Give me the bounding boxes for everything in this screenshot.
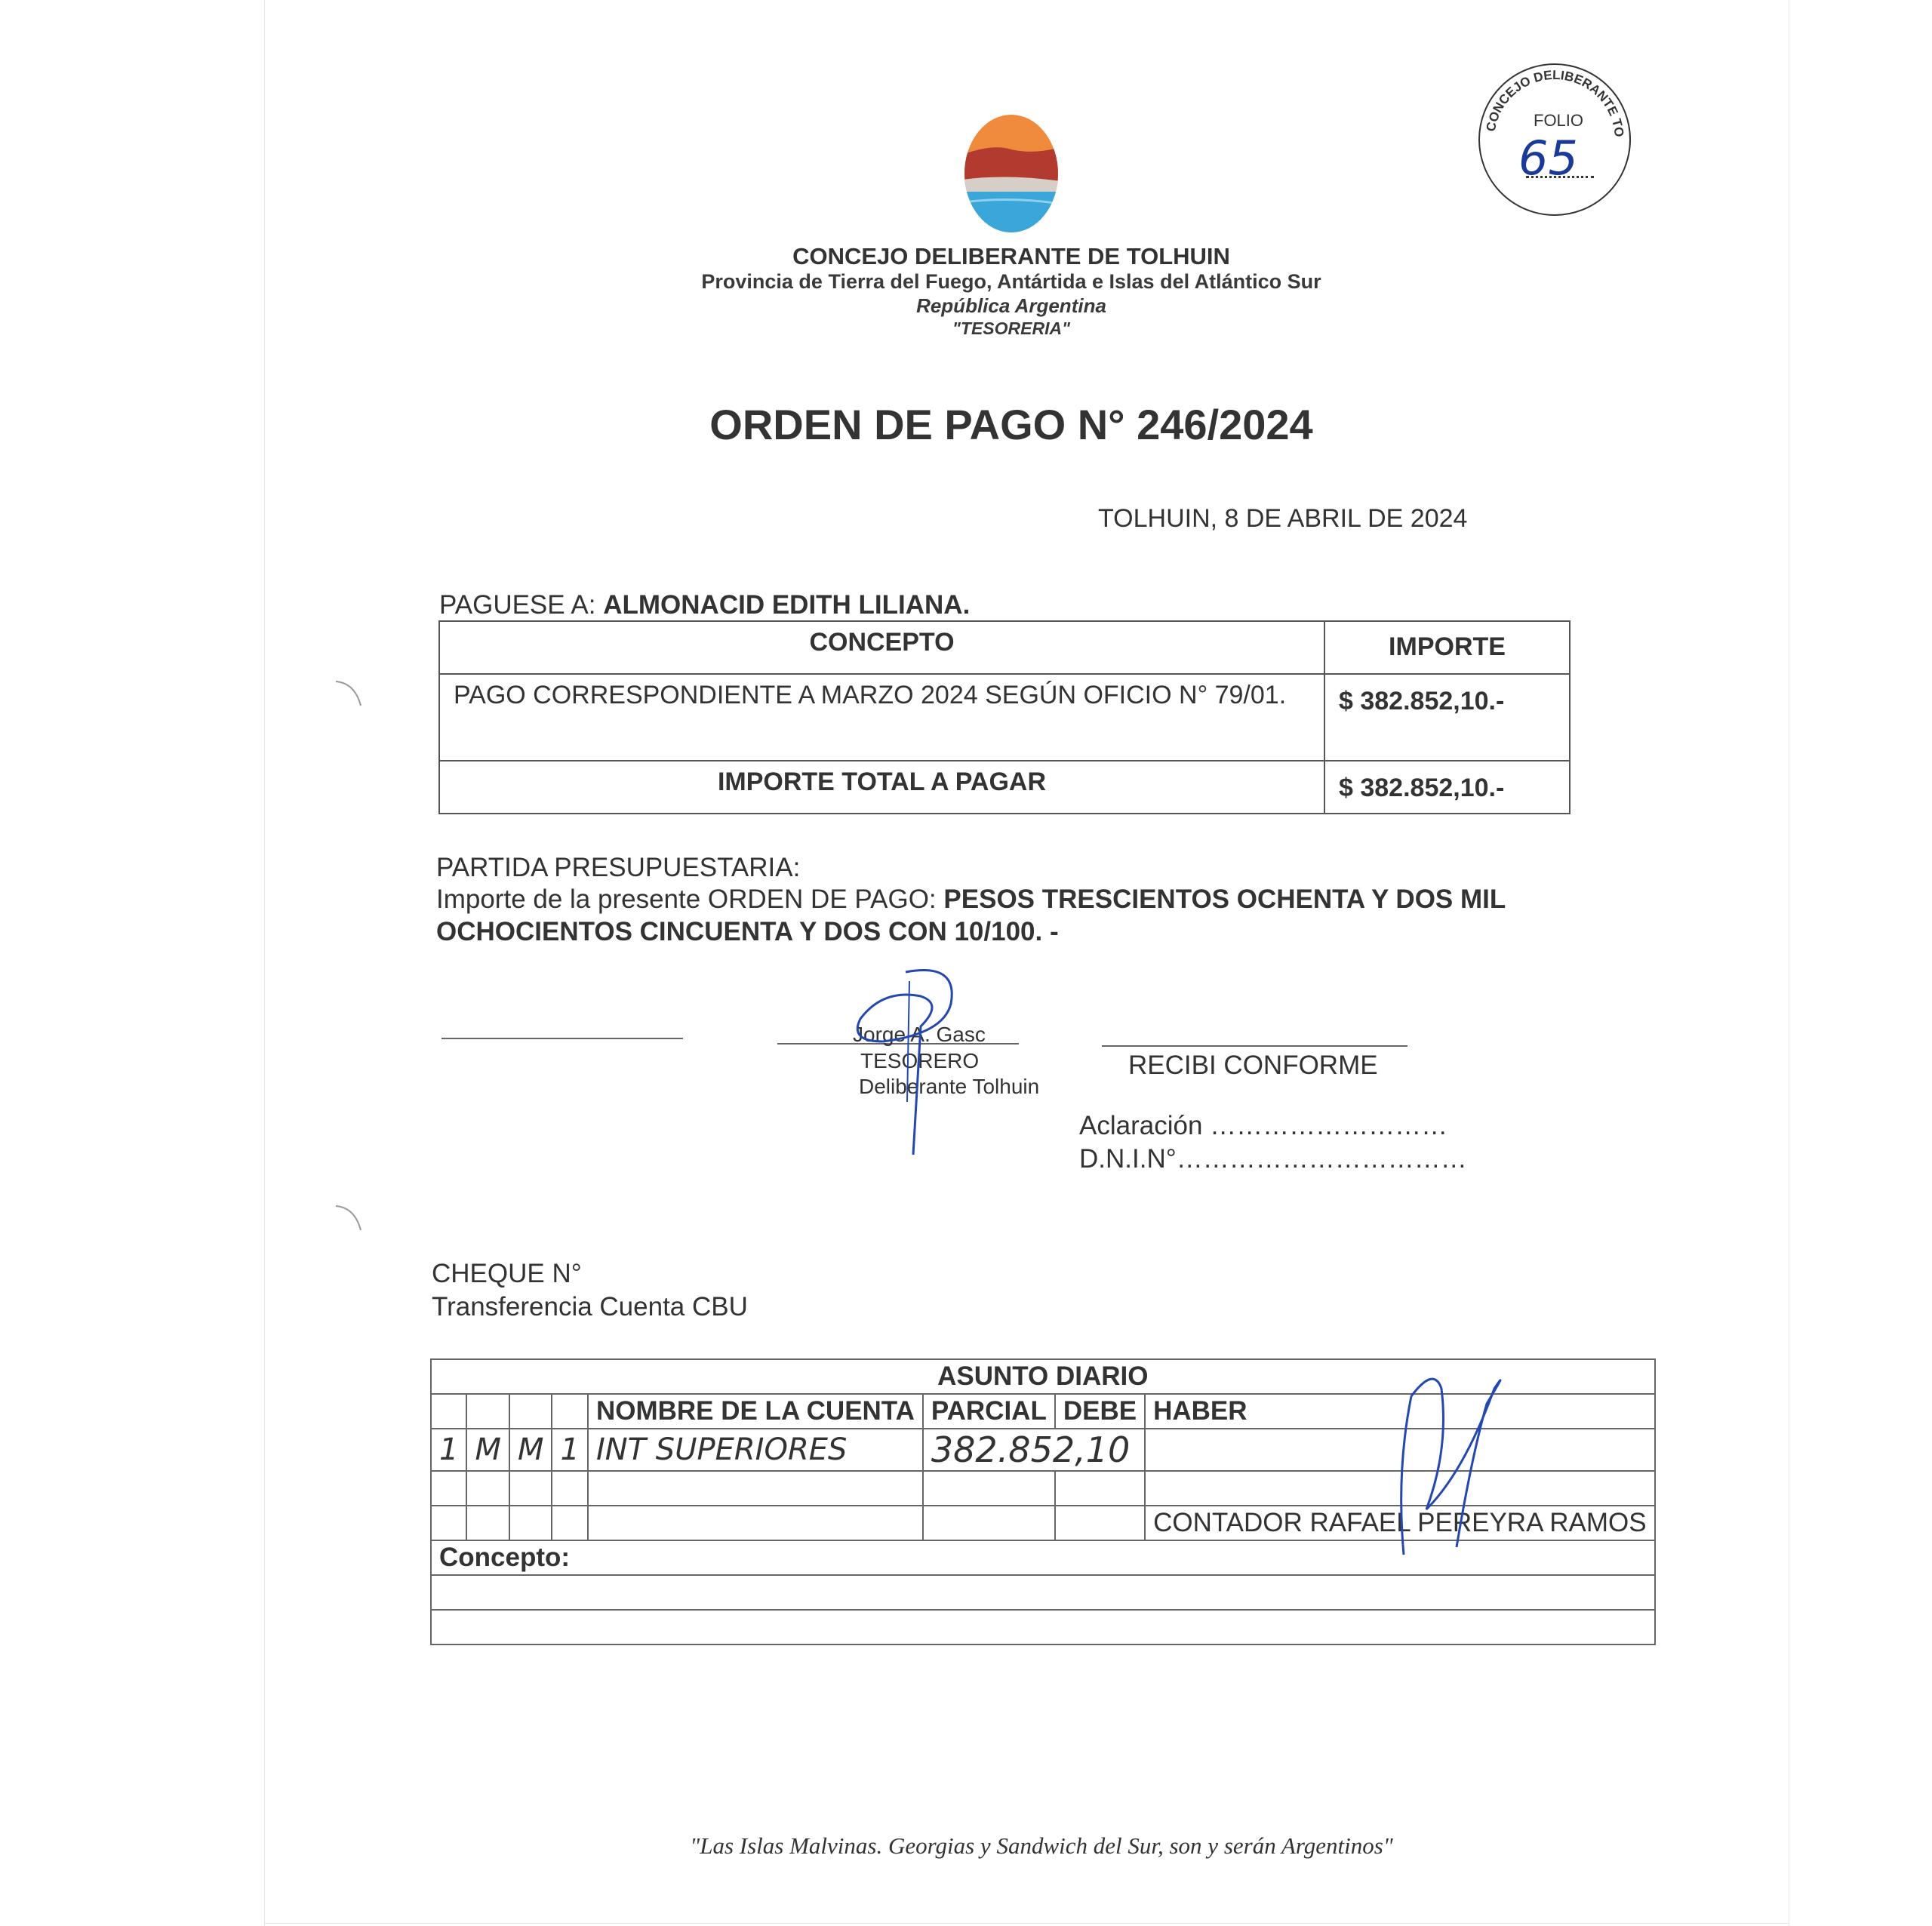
budget-label: PARTIDA PRESUPUESTARIA: <box>436 853 801 882</box>
aclaracion-field: Aclaración ……………………… <box>1079 1111 1448 1140</box>
entry-code-2: M <box>466 1429 509 1471</box>
department-name: "TESORERIA" <box>952 318 1070 338</box>
entry-amount: 382.852,10 <box>923 1429 1145 1471</box>
folio-stamp <box>1472 57 1638 223</box>
paper-bottom-edge <box>264 1923 1789 1924</box>
amount-line-1 <box>436 885 1506 915</box>
row-concepto: PAGO CORRESPONDIENTE A MARZO 2024 SEGÚN OFICIO N° 79/01. <box>439 674 1324 761</box>
empty-cell <box>1055 1506 1145 1540</box>
diario-code-header-3 <box>509 1394 552 1429</box>
accountant-signature <box>1381 1358 1532 1570</box>
diario-code-header-4 <box>552 1394 587 1429</box>
treasurer-name: Jorge A. Gasc <box>853 1023 986 1046</box>
header-nombre-cuenta: NOMBRE DE LA CUENTA <box>588 1394 923 1429</box>
institution-logo <box>962 113 1060 234</box>
header-importe: IMPORTE <box>1324 621 1570 674</box>
diario-code-header-2 <box>466 1394 509 1429</box>
folio-dotted-line <box>1526 176 1594 178</box>
footer-motto: "Las Islas Malvinas. Georgias y Sandwich del Sur, son y serán Argentinos" <box>690 1832 1393 1859</box>
folio-label: FOLIO <box>1534 111 1584 130</box>
entry-code-1: 1 <box>431 1429 466 1471</box>
diario-concepto-line-1 <box>431 1575 1655 1610</box>
payee-line <box>439 590 970 620</box>
empty-cell <box>509 1506 552 1540</box>
empty-cell <box>466 1506 509 1540</box>
institution-name: CONCEJO DELIBERANTE DE TOLHUIN <box>792 243 1230 269</box>
payment-table <box>438 620 1571 814</box>
empty-cell <box>923 1471 1055 1506</box>
empty-cell <box>1055 1471 1145 1506</box>
empty-cell <box>552 1471 587 1506</box>
empty-cell <box>923 1506 1055 1540</box>
entry-code-4: 1 <box>552 1429 587 1471</box>
order-date: TOLHUIN, 8 DE ABRIL DE 2024 <box>1098 504 1468 533</box>
payee-name: ALMONACID EDITH LILIANA. <box>603 590 971 620</box>
paper-left-edge <box>264 0 265 1926</box>
amount-label: Importe de la presente ORDEN DE PAGO: <box>436 885 937 914</box>
province-name: Provincia de Tierra del Fuego, Antártida e Islas del Atlántico Sur <box>701 270 1321 293</box>
entry-code-3: M <box>509 1429 552 1471</box>
header-debe: DEBE <box>1055 1394 1145 1429</box>
header-parcial: PARCIAL <box>923 1394 1055 1429</box>
row-importe: $ 382.852,10.- <box>1324 674 1570 761</box>
empty-cell <box>552 1506 587 1540</box>
empty-cell <box>431 1506 466 1540</box>
diario-concepto-label: Concepto: <box>431 1540 1655 1575</box>
diario-code-header-1 <box>431 1394 466 1429</box>
total-label: IMPORTE TOTAL A PAGAR <box>439 761 1324 814</box>
accountant-stamp: CONTADOR RAFAEL PEREYRA RAMOS <box>1145 1506 1654 1540</box>
punch-mark-bottom <box>332 1200 370 1238</box>
punch-mark-top <box>332 675 370 713</box>
order-title: ORDEN DE PAGO N° 246/2024 <box>709 401 1313 448</box>
treasurer-org: Deliberante Tolhuin <box>859 1075 1040 1098</box>
receipt-label: RECIBI CONFORME <box>1128 1051 1378 1080</box>
folio-number: 65 <box>1518 131 1578 186</box>
empty-cell <box>509 1471 552 1506</box>
treasurer-signature <box>838 966 989 1162</box>
transfer-label: Transferencia Cuenta CBU <box>432 1292 748 1321</box>
payee-label: PAGUESE A: <box>439 590 596 620</box>
diario-title: ASUNTO DIARIO <box>431 1359 1655 1394</box>
empty-cell <box>431 1471 466 1506</box>
treasurer-role: TESORERO <box>860 1049 980 1072</box>
cheque-label: CHEQUE N° <box>432 1259 582 1288</box>
dni-field: D.N.I.N°…………………………… <box>1079 1144 1467 1174</box>
header-haber: HABER <box>1145 1394 1654 1429</box>
empty-cell <box>588 1506 923 1540</box>
total-importe: $ 382.852,10.- <box>1324 761 1570 814</box>
empty-cell <box>466 1471 509 1506</box>
amount-words-2: OCHOCIENTOS CINCUENTA Y DOS CON 10/100. - <box>436 917 1059 946</box>
entry-account: INT SUPERIORES <box>588 1429 923 1471</box>
diario-concepto-line-2 <box>431 1610 1655 1644</box>
amount-words-1: PESOS TRESCIENTOS OCHENTA Y DOS MIL <box>943 885 1506 914</box>
signature-line-left <box>441 1038 683 1039</box>
folio-stamp-text: CONCEJO DELIBERANTE TO <box>1483 67 1627 138</box>
empty-cell <box>588 1471 923 1506</box>
signature-line-receipt <box>1102 1045 1407 1047</box>
country-name: República Argentina <box>916 294 1106 317</box>
header-concepto: CONCEPTO <box>439 621 1324 674</box>
